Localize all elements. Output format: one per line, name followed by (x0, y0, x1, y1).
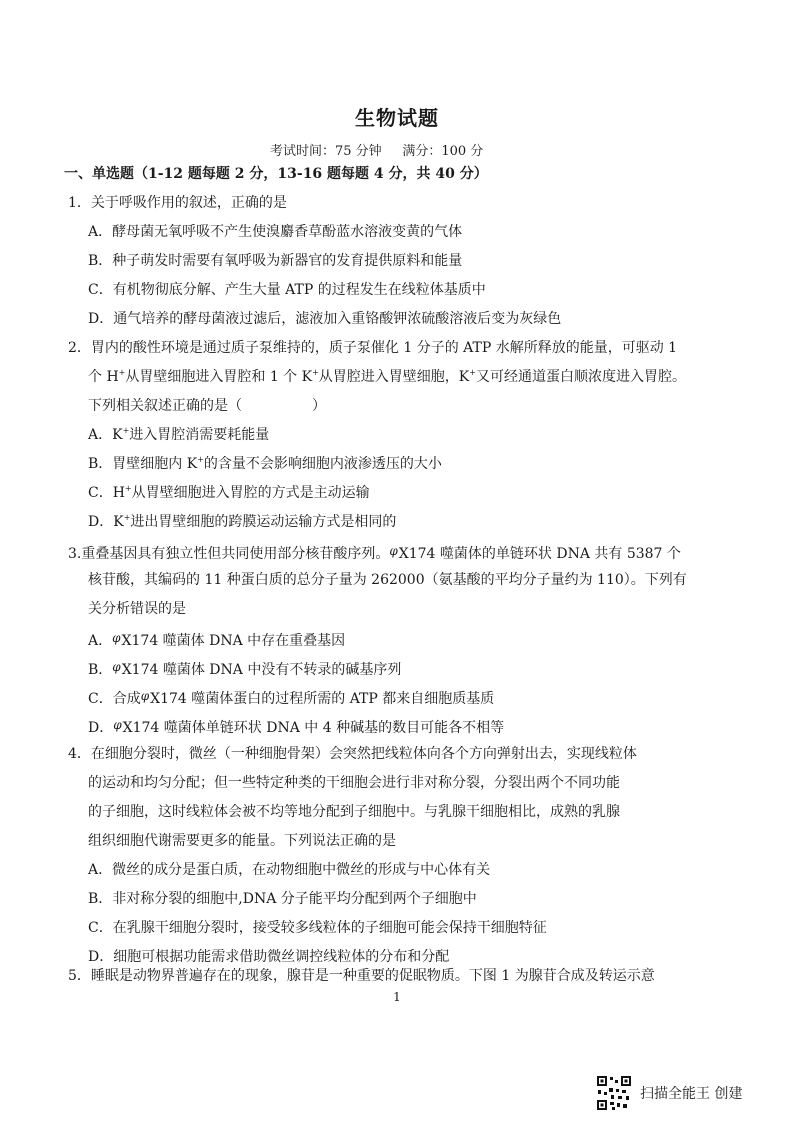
question-2-line-3: 下列相关叙述正确的是（ ） (88, 398, 326, 414)
question-2-option-b (88, 455, 442, 473)
superscript-plus: + (123, 513, 131, 522)
question-5-line-1: 5．睡眠是动物界普遍存在的现象，腺苷是一种重要的促眠物质。下图 1 为腺苷合成及转运示意 (68, 968, 655, 984)
option-label: C．合成 (88, 691, 141, 707)
question-2-line-2 (88, 368, 686, 386)
question-3-option-b (88, 658, 401, 679)
question-4-line-2: 的运动和均匀分配；但一些特定种类的干细胞会进行非对称分裂，分裂出两个不同功能 (88, 775, 620, 791)
option-text: 从胃壁细胞进入胃腔的方式是主动运输 (131, 485, 370, 501)
question-4-option-c: C．在乳腺干细胞分裂时，接受较多线粒体的子细胞可能会保持干细胞特征 (88, 920, 547, 936)
superscript-plus: + (118, 368, 126, 377)
question-3-option-d (88, 716, 504, 737)
q2-text-part: 从胃腔进入胃壁细胞，K (318, 369, 470, 385)
option-text: X174 噬菌体 DNA 中没有不转录的碱基序列 (121, 662, 402, 678)
question-3-line-3: 关分析错误的是 (88, 601, 186, 617)
phi-symbol: φ (112, 631, 121, 645)
q3-text-part: 3.重叠基因具有独立性但共同使用部分核苷酸序列。 (68, 546, 390, 562)
question-2-line-1: 2．胃内的酸性环境是通过质子泵维持的，质子泵催化 1 分子的 ATP 水解所释放的能量，可驱动 1 (68, 340, 678, 356)
phi-symbol: φ (140, 689, 150, 703)
phi-symbol: φ (389, 544, 398, 558)
phi-symbol: φ (112, 660, 121, 674)
option-text: 的含量不会影响细胞内液渗透压的大小 (203, 456, 442, 472)
question-1-option-a: A．酵母菌无氧呼吸不产生使溴麝香草酚蓝水溶液变黄的气体 (88, 224, 463, 240)
q2-text-part: 又可经通道蛋白顺浓度进入胃腔。 (475, 369, 686, 385)
option-text: X174 噬菌体蛋白的过程所需的 ATP 都来自细胞质基质 (150, 691, 495, 707)
question-4-option-d: D．细胞可根据功能需求借助微丝调控线粒体的分布和分配 (88, 949, 450, 965)
question-4-option-b: B．非对称分裂的细胞中,DNA 分子能平均分配到两个子细胞中 (88, 891, 477, 907)
question-1-option-d: D．通气培养的酵母菌液过滤后，滤液加入重铬酸钾浓硫酸溶液后变为灰绿色 (88, 311, 562, 327)
question-2-option-a (88, 426, 269, 444)
superscript-plus: + (197, 455, 204, 464)
phi-symbol: φ (113, 718, 122, 732)
question-1-option-c: C．有机物彻底分解、产生大量 ATP 的过程发生在线粒体基质中 (88, 282, 486, 298)
option-label: A． (88, 633, 113, 649)
superscript-plus: + (469, 368, 476, 377)
q3-text-part: X174 噬菌体的单链环状 DNA 共有 5387 个 (398, 546, 681, 562)
question-3-line-2: 核苷酸，其编码的 11 种蛋白质的总分子量为 262000（氨基酸的平均分子量约为 110）。下列有 (88, 572, 687, 588)
question-1-stem: 1．关于呼吸作用的叙述，正确的是 (68, 195, 287, 211)
question-3-line-1 (68, 542, 681, 563)
q2-text-part: 从胃壁细胞进入胃腔和 1 个 K (125, 369, 313, 385)
superscript-plus: + (122, 426, 130, 435)
page-number: 1 (393, 990, 401, 1004)
question-4-option-a: A．微丝的成分是蛋白质，在动物细胞中微丝的形成与中心体有关 (88, 862, 491, 878)
option-label: D．K (88, 514, 124, 530)
question-4-line-1: 4．在细胞分裂时，微丝（一种细胞骨架）会突然把线粒体向各个方向弹射出去，实现线粒体 (68, 746, 637, 762)
question-3-option-a (88, 629, 345, 650)
option-text: 进出胃壁细胞的跨膜运动运输方式是相同的 (130, 514, 397, 530)
option-label: D． (88, 720, 114, 736)
option-label: A．K (88, 427, 123, 443)
qr-code-icon (596, 1075, 632, 1111)
question-4-line-4: 组织细胞代谢需要更多的能量。下列说法正确的是 (88, 833, 396, 849)
option-text: X174 噬菌体 DNA 中存在重叠基因 (121, 633, 346, 649)
question-3-option-c (88, 687, 494, 708)
section-heading: 一、单选题（1-12 题每题 2 分，13-16 题每题 4 分，共 40 分） (64, 166, 488, 182)
scanner-watermark-text: 扫描全能王 创建 (640, 1086, 743, 1102)
option-label: B．胃壁细胞内 K (88, 456, 198, 472)
q2-text-part: 个 H (88, 369, 119, 385)
superscript-plus: + (312, 368, 319, 377)
option-text: 进入胃腔消需要耗能量 (129, 427, 270, 443)
option-text: X174 噬菌体单链环状 DNA 中 4 种碱基的数目可能各不相等 (122, 720, 505, 736)
option-label: C．H (88, 485, 125, 501)
superscript-plus: + (124, 484, 132, 493)
question-1-option-b: B．种子萌发时需要有氧呼吸为新器官的发育提供原料和能量 (88, 253, 463, 269)
question-2-option-c (88, 484, 370, 502)
page-title: 生物试题 (355, 106, 439, 130)
option-label: B． (88, 662, 113, 678)
question-4-line-3: 的子细胞，这时线粒体会被不均等地分配到子细胞中。与乳腺干细胞相比，成熟的乳腺 (88, 804, 620, 820)
question-2-option-d (88, 513, 396, 531)
exam-info: 考试时间：75 分钟 满分：100 分 (270, 144, 484, 159)
